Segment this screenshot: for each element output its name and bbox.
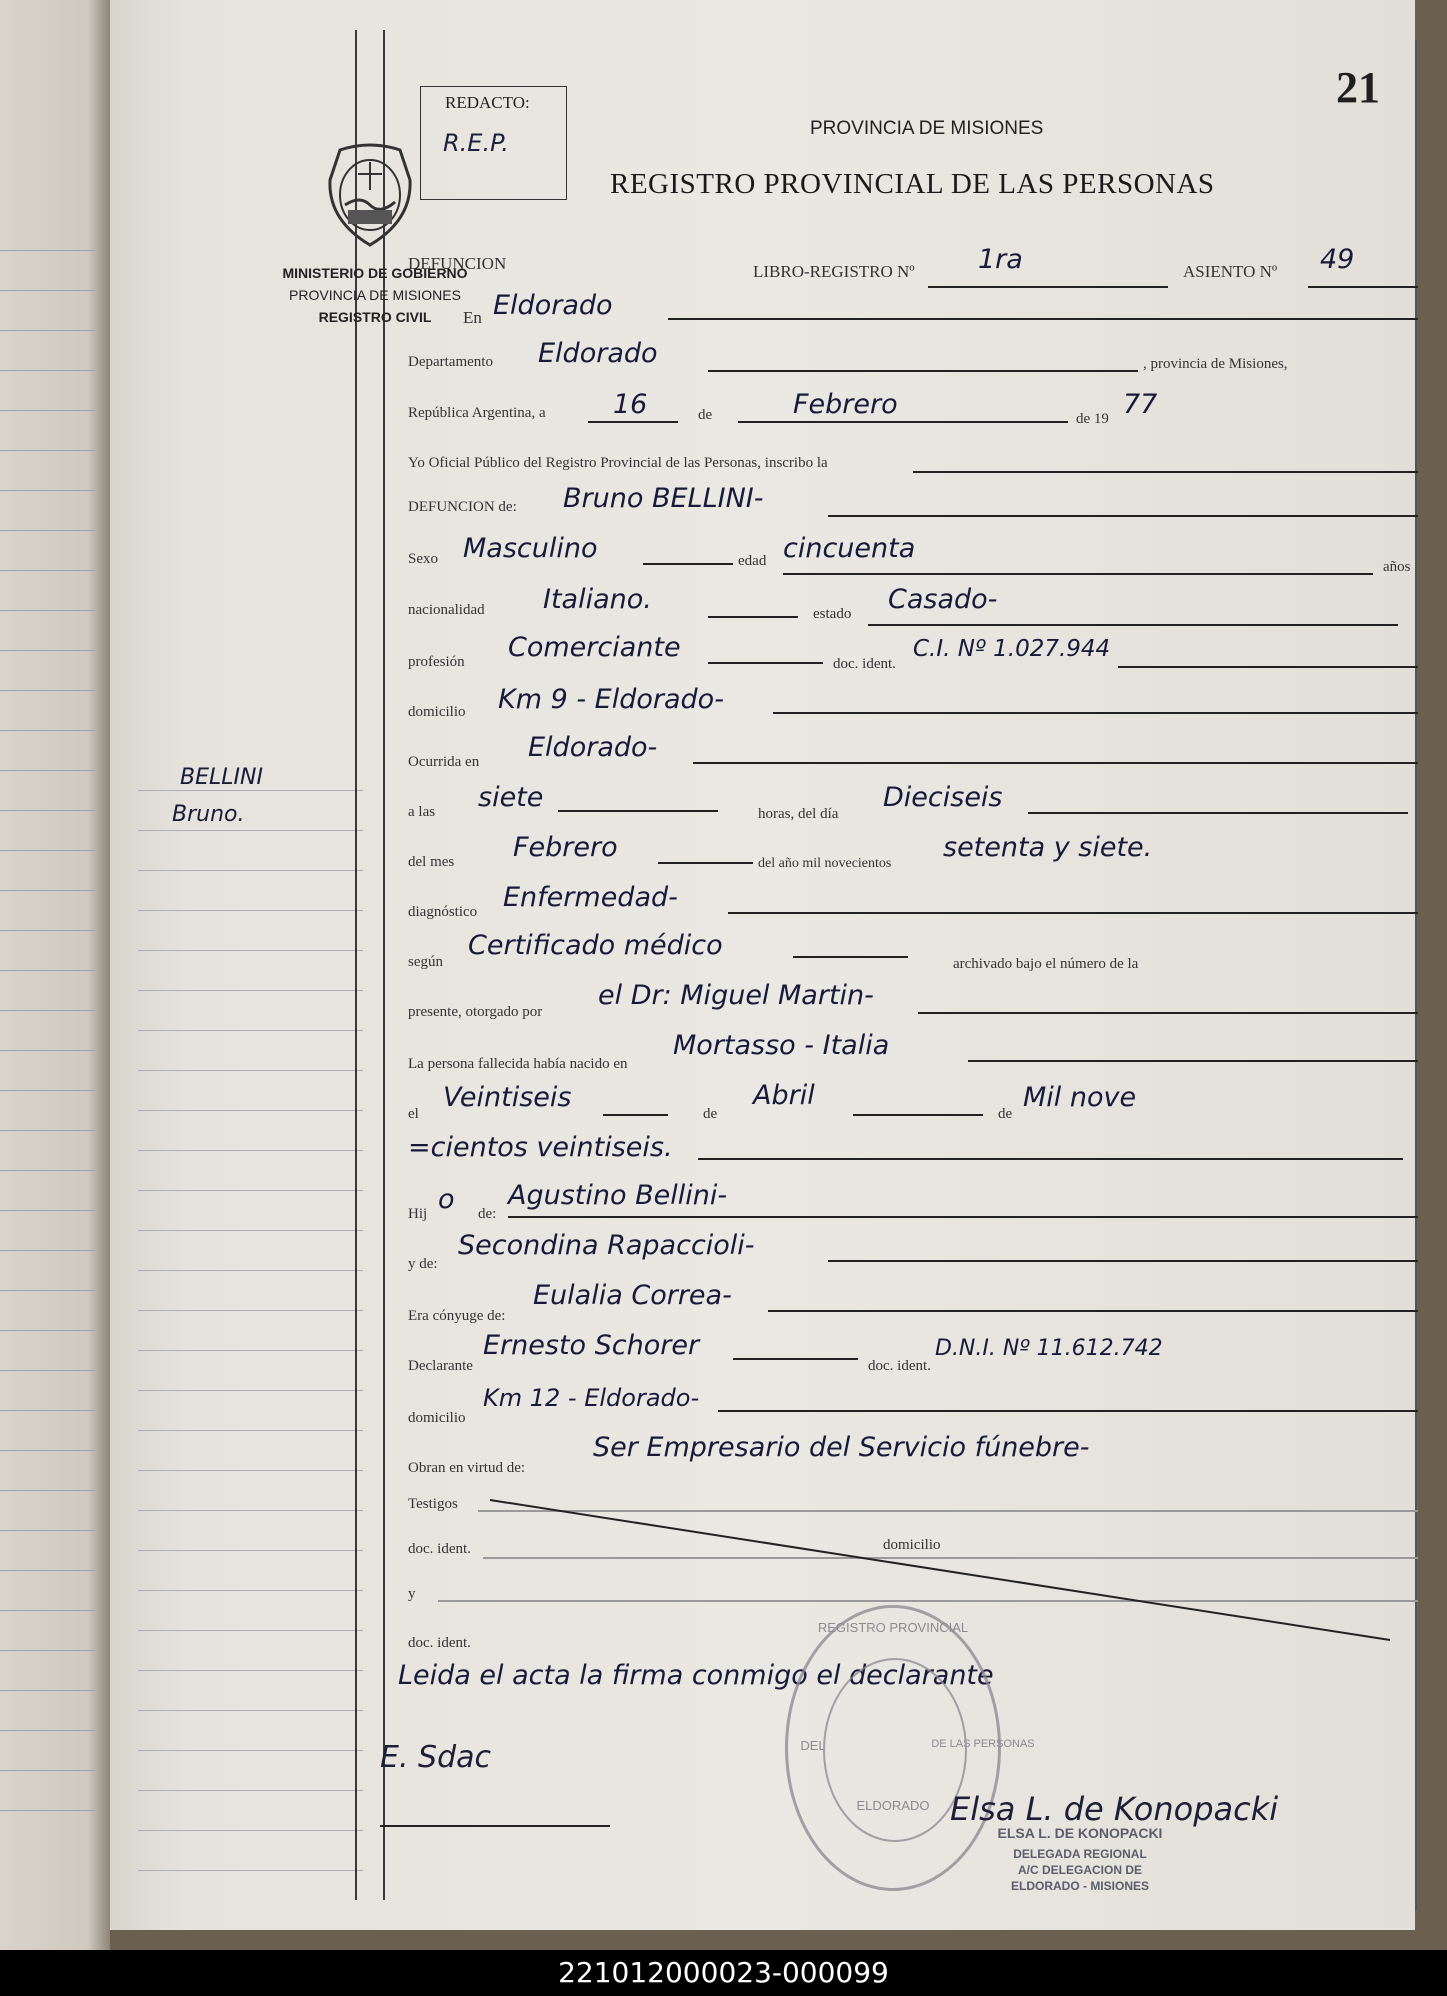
ministry-line1: MINISTERIO DE GOBIERNO	[282, 265, 468, 281]
stamp-middle-text: ELDORADO	[856, 1798, 930, 1813]
presente-value: el Dr: Miguel Martin-	[598, 980, 874, 1011]
diagnostico-label: diagnóstico	[408, 904, 478, 920]
nacionalidad-value: Italiano.	[543, 584, 652, 615]
yde-label: y de:	[408, 1256, 438, 1272]
alas-value: siete	[478, 782, 544, 813]
ocurrida-label: Ocurrida en	[408, 754, 480, 770]
docident3-label: doc. ident.	[408, 1541, 471, 1557]
defuncion-de-label: DEFUNCION de:	[408, 499, 517, 515]
profesion-value: Comerciante	[508, 632, 681, 663]
row-diagnostico	[408, 882, 1418, 928]
asiento-label: ASIENTO Nº	[1183, 262, 1278, 281]
registry-title: REGISTRO PROVINCIAL DE LAS PERSONAS	[610, 168, 1215, 200]
redacto-value: R.E.P.	[443, 129, 509, 157]
alas-label: a las	[408, 804, 436, 820]
official-signature: Elsa L. de Konopacki	[950, 1790, 1279, 1828]
row-oficial	[408, 445, 1418, 485]
conyuge-value: Eulalia Correa-	[533, 1280, 732, 1311]
y-label: y	[408, 1586, 416, 1602]
horas-value: Dieciseis	[883, 782, 1003, 813]
margin-given-name: Bruno.	[172, 802, 245, 827]
segun-value: Certificado médico	[468, 930, 723, 961]
row-obran	[408, 1432, 1418, 1478]
row-continuacion	[408, 1132, 1418, 1178]
docident2-label: doc. ident.	[868, 1358, 931, 1374]
yde-value: Secondina Rapaccioli-	[458, 1230, 755, 1261]
row-fecha	[408, 389, 1418, 433]
testigos-label: Testigos	[408, 1496, 458, 1512]
el-value: Veintiseis	[443, 1082, 572, 1113]
official-stamp-line1: DELEGADA REGIONAL	[1013, 1847, 1147, 1861]
row-defuncion-de	[408, 485, 1418, 525]
sexo-value: Masculino	[463, 533, 598, 564]
row-departamento	[408, 338, 1418, 382]
row-presente	[408, 980, 1418, 1028]
segun-label: según	[408, 954, 443, 970]
margin-surname: BELLINI	[180, 765, 263, 790]
de2-label: de	[703, 1106, 718, 1122]
republica-label: República Argentina, a	[408, 405, 546, 421]
defuncion-label: DEFUNCION	[408, 254, 507, 273]
row-conyuge	[408, 1280, 1418, 1328]
page-number: 21	[1336, 63, 1380, 112]
delmes-value: Febrero	[513, 832, 618, 863]
sexo-label: Sexo	[408, 551, 438, 567]
province-heading: PROVINCIA DE MISIONES	[810, 118, 1044, 139]
image-id-footer: 221012000023-000099	[0, 1950, 1447, 1996]
row-hora	[408, 782, 1418, 828]
de2-value: Abril	[753, 1080, 815, 1111]
hijo-value: Agustino Bellini-	[508, 1180, 728, 1211]
row-sexo	[408, 533, 1418, 577]
conyuge-label: Era cónyuge de:	[408, 1308, 506, 1324]
leida-text: Leida el acta la firma conmigo el declarante	[398, 1660, 994, 1691]
hijo-de-label: de:	[478, 1206, 497, 1222]
provincia-suffix: , provincia de Misiones,	[1143, 356, 1288, 372]
row-domicilio2	[408, 1384, 1418, 1428]
stamp-right-text: DE LAS PERSONAS	[931, 1738, 1035, 1750]
de-label: de	[698, 407, 713, 423]
domicilio3-label: domicilio	[883, 1537, 941, 1553]
anos-label: años	[1383, 559, 1411, 575]
ministry-line2: PROVINCIA DE MISIONES	[289, 287, 461, 303]
official-stamp-line2: A/C DELEGACION DE	[1017, 1863, 1142, 1877]
oficial-text: Yo Oficial Público del Registro Provincial de las Personas, inscribo la	[408, 455, 828, 471]
archivado-label: archivado bajo el número de la	[953, 956, 1139, 972]
edad-label: edad	[738, 553, 767, 569]
ocurrida-value: Eldorado-	[528, 732, 658, 763]
row-nacido	[408, 1030, 1418, 1078]
docident2-value: D.N.I. Nº 11.612.742	[935, 1336, 1163, 1361]
en-value: Eldorado	[493, 290, 613, 321]
domicilio2-label: domicilio	[408, 1410, 466, 1426]
edad-value: cincuenta	[783, 533, 916, 564]
anio-value: 77	[1123, 389, 1158, 420]
redacto-box	[420, 86, 567, 200]
docident-label: doc. ident.	[833, 656, 896, 672]
row-nacionalidad	[408, 584, 1418, 628]
departamento-label: Departamento	[408, 354, 493, 370]
row-hijo	[408, 1180, 1418, 1228]
nacionalidad-label: nacionalidad	[408, 602, 485, 618]
hijo-label: Hij	[408, 1206, 428, 1222]
defuncion-de-value: Bruno BELLINI-	[563, 483, 764, 514]
en-label: En	[463, 308, 482, 327]
departamento-value: Eldorado	[538, 338, 658, 369]
el-label: el	[408, 1106, 419, 1122]
diagnostico-value: Enfermedad-	[503, 882, 678, 913]
nacido-value: Mortasso - Italia	[673, 1030, 890, 1061]
docident4-label: doc. ident.	[408, 1635, 471, 1651]
official-stamp-name: ELSA L. DE KONOPACKI	[997, 1825, 1163, 1841]
row-mes	[408, 832, 1418, 878]
row-domicilio	[408, 684, 1418, 728]
row-en	[408, 290, 1418, 330]
mes-value: Febrero	[793, 389, 898, 420]
redacto-label: REDACTO:	[445, 93, 530, 112]
de19-label: de 19	[1076, 411, 1109, 427]
row-libro	[408, 244, 1418, 290]
declarante-value: Ernesto Schorer	[483, 1330, 700, 1361]
obran-value: Ser Empresario del Servicio fúnebre-	[593, 1432, 1090, 1463]
asiento-value: 49	[1320, 244, 1355, 275]
row-segun	[408, 930, 1418, 978]
row-profesion	[408, 632, 1418, 678]
de3-label: de	[998, 1106, 1013, 1122]
libro-value: 1ra	[978, 244, 1023, 275]
declarante-label: Declarante	[408, 1358, 473, 1374]
obran-label: Obran en virtud de:	[408, 1460, 526, 1476]
row-ocurrida	[408, 732, 1418, 778]
left-page	[0, 0, 110, 1950]
delmes-label: del mes	[408, 854, 455, 870]
ministry-line3: REGISTRO CIVIL	[318, 309, 432, 325]
estado-label: estado	[813, 606, 852, 622]
declarante-signature: E. Sdac	[380, 1740, 491, 1775]
domicilio2-value: Km 12 - Eldorado-	[483, 1384, 700, 1412]
docident-value: C.I. Nº 1.027.944	[913, 636, 1111, 662]
register-page	[110, 0, 1415, 1930]
stamp-top-text: REGISTRO PROVINCIAL	[817, 1620, 969, 1635]
profesion-label: profesión	[408, 654, 465, 670]
horas-label: horas, del día	[758, 806, 839, 822]
cont-value: =cientos veintiseis.	[408, 1132, 673, 1163]
hijo-suffix: o	[438, 1184, 455, 1215]
anio-mil-value: setenta y siete.	[943, 832, 1153, 863]
row-el	[408, 1080, 1418, 1128]
estado-value: Casado-	[888, 584, 998, 615]
row-yde	[408, 1230, 1418, 1278]
nacido-label: La persona fallecida había nacido en	[408, 1056, 628, 1072]
de3-value: Mil nove	[1023, 1082, 1137, 1113]
row-declarante	[408, 1330, 1418, 1378]
domicilio-label: domicilio	[408, 704, 466, 720]
dia-value: 16	[613, 389, 648, 420]
stamp-left-text: DEL	[800, 1738, 826, 1753]
libro-label: LIBRO-REGISTRO Nº	[753, 262, 915, 281]
domicilio-value: Km 9 - Eldorado-	[498, 684, 724, 715]
presente-label: presente, otorgado por	[408, 1004, 543, 1020]
official-stamp-line3: ELDORADO - MISIONES	[1010, 1879, 1149, 1893]
stamp-inner-ring	[823, 1658, 967, 1842]
anio-mil-label: del año mil novecientos	[758, 856, 892, 871]
